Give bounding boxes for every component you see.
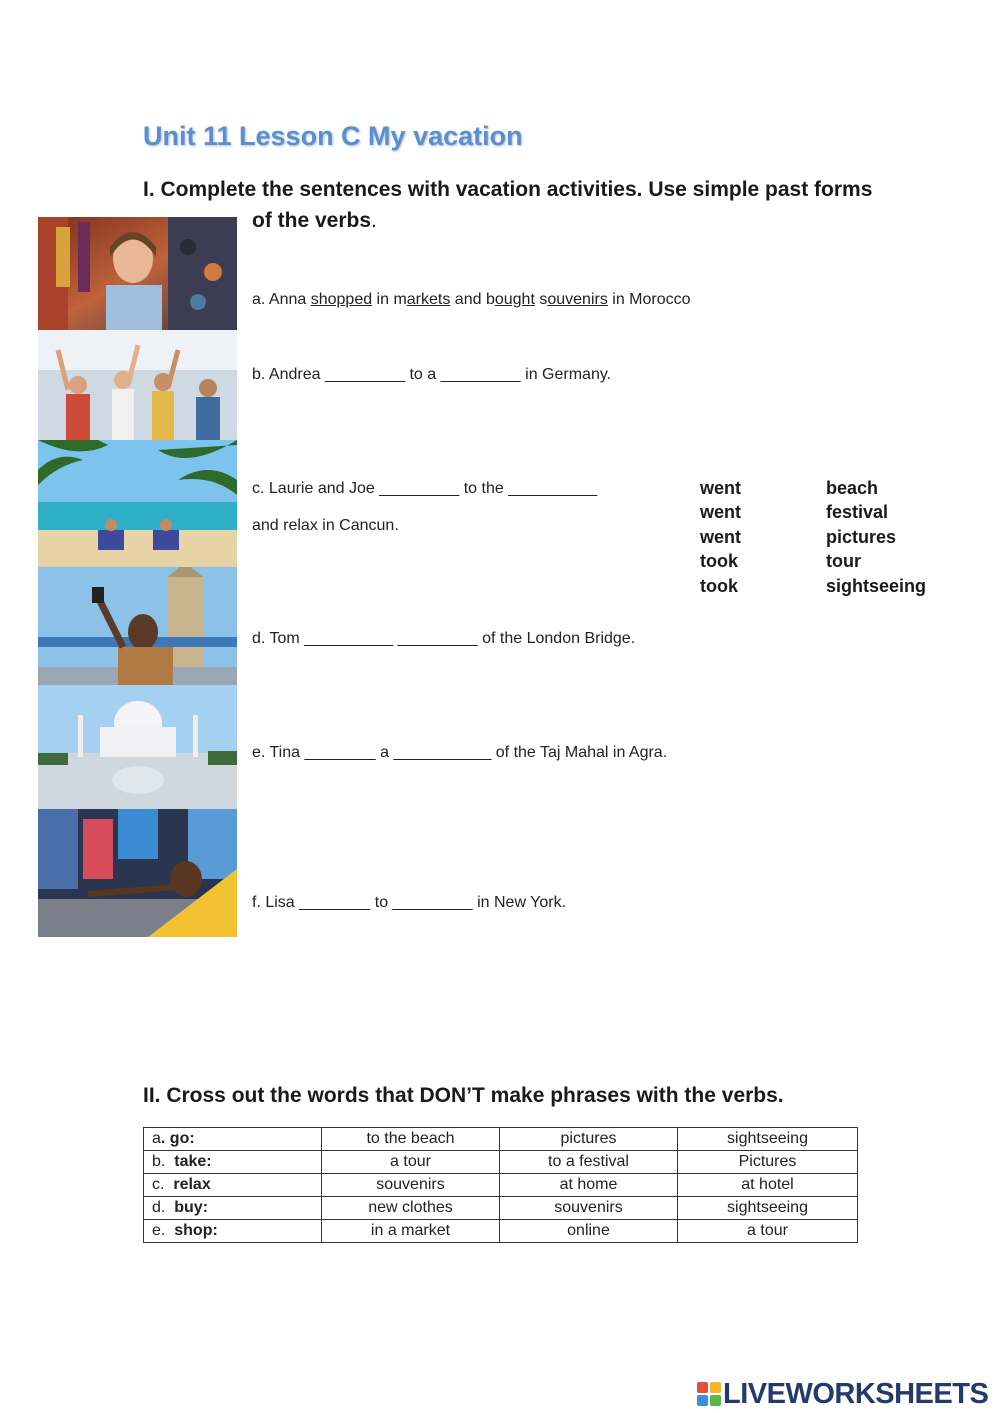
table-row (144, 1197, 858, 1220)
section1-instruction-line1: I. Complete the sentences with vacation activities. Use simple past forms (143, 178, 873, 201)
row-letter: a (152, 1130, 161, 1147)
festival-photo (38, 330, 237, 440)
new-york-photo (38, 809, 237, 937)
beach-photo (38, 440, 237, 567)
row-sep: . (160, 1176, 174, 1193)
sentence-a-suffix: in Morocco (607, 291, 691, 308)
option-cell[interactable]: at hotel (678, 1174, 858, 1197)
liveworksheets-logo (697, 1377, 988, 1411)
verb-cell (144, 1220, 322, 1243)
word-bank-verb: went (700, 527, 742, 547)
row-verb: buy: (174, 1199, 209, 1216)
phrase-table (143, 1127, 858, 1243)
verb-cell (144, 1197, 322, 1220)
festival-photo-icon (38, 330, 237, 440)
liveworksheets-logo-icon (697, 1380, 721, 1408)
sentence-b: b. Andrea _________ to a _________ in Germany. (252, 366, 612, 383)
row-letter: c (152, 1176, 160, 1193)
row-verb: shop: (174, 1222, 218, 1239)
row-sep: . (160, 1153, 175, 1170)
row-letter: e (152, 1222, 161, 1239)
word-bank-verb: went (700, 478, 742, 498)
word-bank-verb: went (700, 502, 742, 522)
word-bank-noun: tour (826, 551, 861, 571)
table-row (144, 1128, 858, 1151)
section2-instruction: II. Cross out the words that DON’T make phrases with the verbs. (143, 1084, 784, 1107)
sentence-c-line2: and relax in Cancun. (252, 517, 399, 534)
option-cell[interactable]: at home (500, 1174, 678, 1197)
table-row (144, 1220, 858, 1243)
market-photo (38, 217, 237, 330)
table-row (144, 1151, 858, 1174)
answer-souvenirs: ouvenirs (547, 291, 608, 308)
word-bank-verb: took (700, 551, 738, 571)
word-bank-noun: festival (826, 502, 889, 522)
row-verb: go: (169, 1130, 195, 1147)
section1-instruction-line2 (252, 209, 377, 233)
option-cell[interactable]: a tour (678, 1220, 858, 1243)
verb-cell (144, 1174, 322, 1197)
option-cell[interactable]: pictures (500, 1128, 678, 1151)
row-sep: . (160, 1130, 170, 1147)
row-verb: relax (173, 1176, 211, 1193)
beach-photo-icon (38, 440, 237, 567)
answer-bought: ought (494, 291, 535, 308)
word-bank-verb: took (700, 576, 738, 596)
sentence-c-line1: c. Laurie and Joe _________ to the __________ (252, 480, 598, 497)
section1-instruction-text: of the verbs (252, 209, 372, 232)
section1-instruction-period: . (371, 209, 377, 232)
option-cell[interactable]: souvenirs (322, 1174, 500, 1197)
sentence-a-text: s (534, 291, 548, 308)
option-cell[interactable]: online (500, 1220, 678, 1243)
option-cell[interactable]: souvenirs (500, 1197, 678, 1220)
verb-cell (144, 1128, 322, 1151)
sentence-a (252, 291, 691, 309)
page-title: Unit 11 Lesson C My vacation (143, 121, 523, 151)
table-row (144, 1174, 858, 1197)
option-cell[interactable]: sightseeing (678, 1128, 858, 1151)
answer-shopped: shopped (310, 291, 373, 308)
word-bank-noun: pictures (826, 527, 897, 547)
sentence-a-text: and b (450, 291, 495, 308)
option-cell[interactable]: sightseeing (678, 1197, 858, 1220)
market-photo-icon (38, 217, 237, 330)
option-cell[interactable]: to a festival (500, 1151, 678, 1174)
option-cell[interactable]: to the beach (322, 1128, 500, 1151)
sentence-d: d. Tom __________ _________ of the London Bridge. (252, 630, 636, 647)
option-cell[interactable]: a tour (322, 1151, 500, 1174)
taj-mahal-photo (38, 685, 237, 809)
row-sep: . (160, 1222, 175, 1239)
option-cell[interactable]: new clothes (322, 1197, 500, 1220)
row-sep: . (160, 1199, 175, 1216)
answer-markets: arkets (406, 291, 451, 308)
option-cell[interactable]: Pictures (678, 1151, 858, 1174)
sentence-a-text: in m (372, 291, 407, 308)
option-cell[interactable]: in a market (322, 1220, 500, 1243)
taj-mahal-photo-icon (38, 685, 237, 809)
new-york-photo-icon (38, 809, 237, 937)
row-verb: take: (174, 1153, 212, 1170)
sentence-a-prefix: a. Anna (252, 291, 311, 308)
word-bank-noun: beach (826, 478, 879, 498)
sentence-f: f. Lisa ________ to _________ in New York. (252, 894, 567, 911)
word-bank-noun: sightseeing (826, 576, 927, 596)
london-bridge-photo (38, 567, 237, 685)
sentence-e: e. Tina ________ a ___________ of the Taj Mahal in Agra. (252, 744, 668, 761)
liveworksheets-logo-text: LIVEWORKSHEETS (723, 1377, 989, 1410)
row-letter: b (152, 1153, 161, 1170)
london-bridge-photo-icon (38, 567, 237, 685)
row-letter: d (152, 1199, 161, 1216)
verb-cell (144, 1151, 322, 1174)
